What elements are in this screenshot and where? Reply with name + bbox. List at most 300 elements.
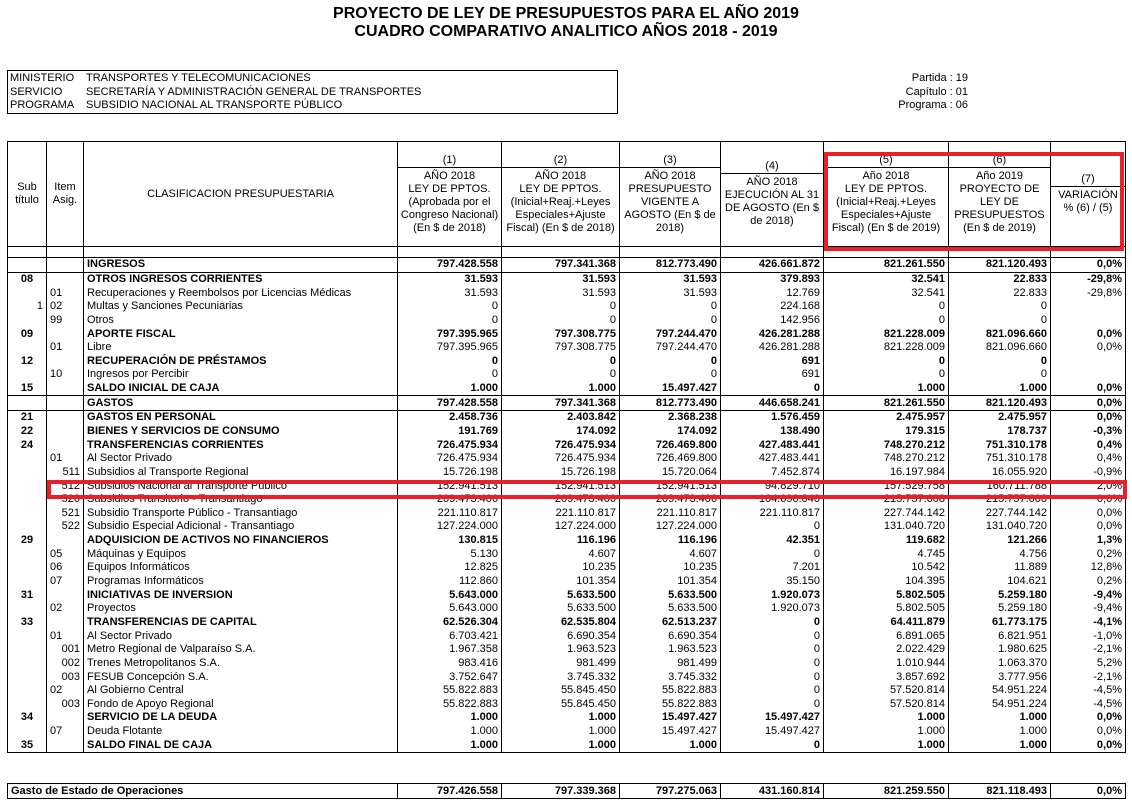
item-cell: 10 xyxy=(47,368,84,382)
value-cell: 142.956 xyxy=(721,314,824,328)
value-cell: 426.281.288 xyxy=(721,327,824,341)
value-cell: 57.520.814 xyxy=(824,698,949,712)
clasificacion-cell: Libre xyxy=(84,341,398,355)
total-cell: 797.339.368 xyxy=(502,784,620,799)
col-1 xyxy=(398,142,502,247)
programa-label: PROGRAMA xyxy=(10,99,75,111)
value-cell xyxy=(1051,314,1126,328)
ministerio-line xyxy=(10,72,311,85)
item-cell: 003 xyxy=(47,698,84,712)
value-cell: 12,8% xyxy=(1051,561,1126,575)
value-cell: 0,2% xyxy=(1051,547,1126,561)
value-cell: -4,5% xyxy=(1051,698,1126,712)
value-cell: 797.428.558 xyxy=(398,258,502,273)
value-cell: -9,4% xyxy=(1051,588,1126,602)
value-cell: 32.541 xyxy=(824,272,949,286)
value-cell: 1.920.073 xyxy=(721,602,824,616)
table-row xyxy=(8,493,1126,507)
col-5-year: Año 2018 xyxy=(862,169,910,182)
value-cell: 0,0% xyxy=(1051,382,1126,396)
value-cell: 427.483.441 xyxy=(721,452,824,466)
value-cell: 0 xyxy=(620,300,721,314)
value-cell: 426.661.872 xyxy=(721,258,824,273)
value-cell: 1.963.523 xyxy=(620,643,721,657)
value-cell: 1.000 xyxy=(398,711,502,725)
value-cell: 751.310.178 xyxy=(949,438,1051,452)
value-cell: 15.497.427 xyxy=(620,725,721,739)
value-cell: 5.633.500 xyxy=(502,588,620,602)
col-4 xyxy=(721,142,824,247)
value-cell: 42.351 xyxy=(721,534,824,548)
table-row xyxy=(8,354,1126,368)
col-1-number: (1) xyxy=(398,154,501,168)
value-cell: 61.773.175 xyxy=(949,616,1051,630)
value-cell: 31.593 xyxy=(620,272,721,286)
value-cell: 31.593 xyxy=(502,272,620,286)
value-cell: 981.499 xyxy=(620,657,721,671)
clasificacion-cell: Otros xyxy=(84,314,398,328)
value-cell: 112.860 xyxy=(398,575,502,589)
partida-label: Partida : 19 xyxy=(911,72,968,84)
value-cell: -4,1% xyxy=(1051,616,1126,630)
col-subtitulo: Sub título xyxy=(8,142,47,247)
value-cell: 15.497.427 xyxy=(721,711,824,725)
value-cell: 0 xyxy=(949,368,1051,382)
value-cell: 0 xyxy=(949,300,1051,314)
total-cell: 0,0% xyxy=(1051,784,1126,799)
subtitulo-cell xyxy=(8,341,47,355)
value-cell: 5.130 xyxy=(398,547,502,561)
value-cell: 797.428.558 xyxy=(398,396,502,411)
clasificacion-cell: Al Sector Privado xyxy=(84,452,398,466)
item-cell: 522 xyxy=(47,520,84,534)
value-cell: 427.483.441 xyxy=(721,438,824,452)
value-cell: 55.822.883 xyxy=(620,698,721,712)
clasificacion-cell: Recuperaciones y Reembolsos por Licencias Médicas xyxy=(84,286,398,300)
value-cell: 227.744.142 xyxy=(824,507,949,521)
item-cell xyxy=(47,258,84,273)
table-row xyxy=(8,300,1126,314)
value-cell: 215.757.608 xyxy=(949,493,1051,507)
item-cell: 003 xyxy=(47,670,84,684)
value-cell: 1.000 xyxy=(824,382,949,396)
value-cell: -29,8% xyxy=(1051,286,1126,300)
value-cell: 32.541 xyxy=(824,286,949,300)
value-cell: 31.593 xyxy=(620,286,721,300)
table-row xyxy=(8,616,1126,630)
value-cell: 1.963.523 xyxy=(502,643,620,657)
value-cell: 0,0% xyxy=(1051,725,1126,739)
subtitulo-cell xyxy=(8,452,47,466)
subtitulo-cell: 31 xyxy=(8,588,47,602)
value-cell: -1,0% xyxy=(1051,629,1126,643)
value-cell: 797.395.965 xyxy=(398,327,502,341)
clasificacion-cell: ADQUISICION DE ACTIVOS NO FINANCIEROS xyxy=(84,534,398,548)
value-cell: -0,9% xyxy=(1051,466,1126,480)
value-cell: 62.526.304 xyxy=(398,616,502,630)
value-cell: 1.000 xyxy=(502,738,620,752)
value-cell: 0,0% xyxy=(1051,738,1126,752)
value-cell: 0,0% xyxy=(1051,411,1126,425)
subtitulo-cell xyxy=(8,670,47,684)
subtitulo-cell: 22 xyxy=(8,425,47,439)
value-cell: 0 xyxy=(721,738,824,752)
clasificacion-cell: TRANSFERENCIAS DE CAPITAL xyxy=(84,616,398,630)
clasificacion-cell: Subsidio Transporte Público - Transantiago xyxy=(84,507,398,521)
subtitulo-cell xyxy=(8,629,47,643)
value-cell: 1.063.370 xyxy=(949,657,1051,671)
value-cell: 0,0% xyxy=(1051,396,1126,411)
value-cell: 15.497.427 xyxy=(721,725,824,739)
subtitulo-cell: 29 xyxy=(8,534,47,548)
value-cell: 0,0% xyxy=(1051,493,1126,507)
value-cell: 224.168 xyxy=(721,300,824,314)
table-row xyxy=(8,670,1126,684)
clasificacion-cell: Al Sector Privado xyxy=(84,629,398,643)
item-cell: 02 xyxy=(47,300,84,314)
value-cell: 797.308.775 xyxy=(502,341,620,355)
column-header-row xyxy=(8,142,1126,247)
subtitulo-cell xyxy=(8,684,47,698)
report-title-line1: PROYECTO DE LEY DE PRESUPUESTOS PARA EL AÑO 2019 xyxy=(333,5,799,22)
value-cell: 215.757.608 xyxy=(824,493,949,507)
value-cell: 0 xyxy=(620,314,721,328)
value-cell: 15.726.198 xyxy=(398,466,502,480)
item-cell xyxy=(47,438,84,452)
value-cell: 3.745.332 xyxy=(620,670,721,684)
value-cell xyxy=(1051,368,1126,382)
ministerio-label: MINISTERIO xyxy=(10,72,75,84)
value-cell: 5,2% xyxy=(1051,657,1126,671)
value-cell: 1.010.944 xyxy=(824,657,949,671)
table-row xyxy=(8,314,1126,328)
value-cell: 0 xyxy=(620,354,721,368)
value-cell: 119.682 xyxy=(824,534,949,548)
table-row xyxy=(8,272,1126,286)
table-row xyxy=(8,588,1126,602)
value-cell: 446.658.241 xyxy=(721,396,824,411)
subtitulo-cell: 09 xyxy=(8,327,47,341)
value-cell: 127.224.000 xyxy=(620,520,721,534)
value-cell: 227.744.142 xyxy=(949,507,1051,521)
value-cell: 55.822.883 xyxy=(620,684,721,698)
value-cell: 0,0% xyxy=(1051,507,1126,521)
value-cell: 5.633.500 xyxy=(620,588,721,602)
value-cell: -4,5% xyxy=(1051,684,1126,698)
subtitulo-cell xyxy=(8,575,47,589)
value-cell: 121.266 xyxy=(949,534,1051,548)
value-cell: 812.773.490 xyxy=(620,258,721,273)
value-cell: 981.499 xyxy=(502,657,620,671)
table-row xyxy=(8,643,1126,657)
col-clasificacion: CLASIFICACION PRESUPUESTARIA xyxy=(84,142,398,247)
value-cell: 726.475.934 xyxy=(502,438,620,452)
value-cell: 0 xyxy=(721,616,824,630)
value-cell: 191.769 xyxy=(398,425,502,439)
value-cell: -29,8% xyxy=(1051,272,1126,286)
total-table xyxy=(7,783,1126,799)
subtitulo-cell xyxy=(8,368,47,382)
table-row xyxy=(8,341,1126,355)
item-cell: 99 xyxy=(47,314,84,328)
value-cell: 821.261.550 xyxy=(824,258,949,273)
value-cell: 1.000 xyxy=(949,738,1051,752)
item-cell xyxy=(47,354,84,368)
value-cell: 209.473.406 xyxy=(502,493,620,507)
item-cell: 02 xyxy=(47,602,84,616)
value-cell: 1.920.073 xyxy=(721,588,824,602)
value-cell: 174.092 xyxy=(502,425,620,439)
value-cell: 821.261.550 xyxy=(824,396,949,411)
total-label: Gasto de Estado de Operaciones xyxy=(8,784,398,799)
value-cell: 101.354 xyxy=(620,575,721,589)
value-cell: 152.941.513 xyxy=(398,479,502,493)
value-cell: 221.110.817 xyxy=(398,507,502,521)
value-cell: 1.000 xyxy=(502,711,620,725)
value-cell: 131.040.720 xyxy=(949,520,1051,534)
value-cell: 0 xyxy=(949,354,1051,368)
item-cell xyxy=(47,382,84,396)
value-cell: 15.497.427 xyxy=(620,382,721,396)
value-cell: 0 xyxy=(721,670,824,684)
value-cell: 1.967.358 xyxy=(398,643,502,657)
subtitulo-cell: 15 xyxy=(8,382,47,396)
value-cell: 62.513.237 xyxy=(620,616,721,630)
table-row xyxy=(8,575,1126,589)
item-cell: 02 xyxy=(47,684,84,698)
value-cell: 2.475.957 xyxy=(824,411,949,425)
col-5 xyxy=(824,142,949,247)
clasificacion-cell: GASTOS EN PERSONAL xyxy=(84,411,398,425)
item-cell: 520 xyxy=(47,493,84,507)
subtitulo-cell: 21 xyxy=(8,411,47,425)
value-cell: 0 xyxy=(502,368,620,382)
value-cell: 748.270.212 xyxy=(824,452,949,466)
servicio-label: SERVICIO xyxy=(10,86,63,98)
value-cell: 797.341.368 xyxy=(502,396,620,411)
subtitulo-cell: 12 xyxy=(8,354,47,368)
total-cell: 797.426.558 xyxy=(398,784,502,799)
subtitulo-cell: 24 xyxy=(8,438,47,452)
subtitulo-cell xyxy=(8,602,47,616)
table-row xyxy=(8,452,1126,466)
subtitulo-cell: 34 xyxy=(8,711,47,725)
total-cell: 821.118.493 xyxy=(949,784,1051,799)
subtitulo-cell xyxy=(8,725,47,739)
item-cell xyxy=(47,411,84,425)
value-cell: 821.096.660 xyxy=(949,341,1051,355)
value-cell: 12.825 xyxy=(398,561,502,575)
value-cell: 726.469.800 xyxy=(620,452,721,466)
value-cell: 1,3% xyxy=(1051,534,1126,548)
value-cell: 4.745 xyxy=(824,547,949,561)
value-cell: 2.022.429 xyxy=(824,643,949,657)
clasificacion-cell: Máquinas y Equipos xyxy=(84,547,398,561)
clasificacion-cell: SALDO FINAL DE CAJA xyxy=(84,738,398,752)
table-row xyxy=(8,258,1126,273)
clasificacion-cell: SERVICIO DE LA DEUDA xyxy=(84,711,398,725)
clasificacion-cell: Subsidios Transitorio - Transantiago xyxy=(84,493,398,507)
subtitulo-cell xyxy=(8,396,47,411)
table-row xyxy=(8,368,1126,382)
value-cell: 821.096.660 xyxy=(949,327,1051,341)
col-2 xyxy=(502,142,620,247)
value-cell: 797.341.368 xyxy=(502,258,620,273)
value-cell: 5.802.505 xyxy=(824,588,949,602)
table-row xyxy=(8,547,1126,561)
value-cell: 0 xyxy=(824,300,949,314)
value-cell: 104.090.040 xyxy=(721,493,824,507)
value-cell: 1.576.459 xyxy=(721,411,824,425)
item-cell xyxy=(47,738,84,752)
clasificacion-cell: Metro Regional de Valparaíso S.A. xyxy=(84,643,398,657)
servicio-line xyxy=(10,86,421,99)
value-cell: 812.773.490 xyxy=(620,396,721,411)
subtitulo-cell xyxy=(8,466,47,480)
value-cell: 138.490 xyxy=(721,425,824,439)
value-cell: 0 xyxy=(721,643,824,657)
item-cell xyxy=(47,272,84,286)
value-cell: 0,0% xyxy=(1051,341,1126,355)
item-cell: 01 xyxy=(47,341,84,355)
value-cell: 2.458.736 xyxy=(398,411,502,425)
clasificacion-cell: Multas y Sanciones Pecuniarias xyxy=(84,300,398,314)
item-cell: 001 xyxy=(47,643,84,657)
col-5-desc: LEY DE PPTOS. (Inicial+Reaj.+Leyes Especiales+Ajuste Fiscal) (En $ de 2019) xyxy=(831,182,941,234)
value-cell: 5.259.180 xyxy=(949,588,1051,602)
value-cell xyxy=(1051,300,1126,314)
value-cell: 821.120.493 xyxy=(949,396,1051,411)
value-cell: 64.411.879 xyxy=(824,616,949,630)
subtitulo-cell: 33 xyxy=(8,616,47,630)
value-cell: 221.110.817 xyxy=(502,507,620,521)
value-cell: 152.941.513 xyxy=(620,479,721,493)
col-6-number: (6) xyxy=(949,154,1050,168)
clasificacion-cell: RECUPERACIÓN DE PRÉSTAMOS xyxy=(84,354,398,368)
value-cell: 15.720.064 xyxy=(620,466,721,480)
col-6-year: Año 2019 xyxy=(975,169,1024,182)
value-cell: 130.815 xyxy=(398,534,502,548)
clasificacion-cell: BIENES Y SERVICIOS DE CONSUMO xyxy=(84,425,398,439)
value-cell: 15.726.198 xyxy=(502,466,620,480)
col-1-desc: LEY DE PPTOS. (Aprobada por el Congreso Nacional) (En $ de 2018) xyxy=(400,182,499,234)
value-cell: 7.452.874 xyxy=(721,466,824,480)
value-cell: 0,0% xyxy=(1051,258,1126,273)
clasificacion-cell: Ingresos por Percibir xyxy=(84,368,398,382)
value-cell: 0 xyxy=(398,300,502,314)
clasificacion-cell: SALDO INICIAL DE CAJA xyxy=(84,382,398,396)
value-cell: 12.769 xyxy=(721,286,824,300)
value-cell: 127.224.000 xyxy=(502,520,620,534)
value-cell: 209.473.406 xyxy=(398,493,502,507)
col-3-number: (3) xyxy=(620,154,720,168)
value-cell: 16.055.920 xyxy=(949,466,1051,480)
value-cell: 0 xyxy=(721,382,824,396)
value-cell: 0 xyxy=(721,684,824,698)
clasificacion-cell: Programas Informáticos xyxy=(84,575,398,589)
value-cell: 1.000 xyxy=(502,382,620,396)
clasificacion-cell: APORTE FISCAL xyxy=(84,327,398,341)
clasificacion-cell: Equipos Informáticos xyxy=(84,561,398,575)
ministerio-value: TRANSPORTES Y TELECOMUNICACIONES xyxy=(86,72,311,84)
subtitulo-cell xyxy=(8,643,47,657)
value-cell: 426.281.288 xyxy=(721,341,824,355)
item-cell: 511 xyxy=(47,466,84,480)
table-row xyxy=(8,698,1126,712)
value-cell: -2,1% xyxy=(1051,670,1126,684)
value-cell xyxy=(1051,354,1126,368)
value-cell: 0,4% xyxy=(1051,452,1126,466)
value-cell: 1.000 xyxy=(620,738,721,752)
value-cell: 1.000 xyxy=(398,382,502,396)
value-cell: 2.403.842 xyxy=(502,411,620,425)
value-cell: 0 xyxy=(721,520,824,534)
col-7-desc: VARIACIÓN % (6) / (5) xyxy=(1058,189,1118,214)
value-cell: 5.643.000 xyxy=(398,602,502,616)
col-2-number: (2) xyxy=(502,154,619,168)
value-cell: 983.416 xyxy=(398,657,502,671)
clasificacion-cell: OTROS INGRESOS CORRIENTES xyxy=(84,272,398,286)
value-cell: 0,2% xyxy=(1051,575,1126,589)
item-cell: 512 xyxy=(47,479,84,493)
clasificacion-cell: Subsidios al Transporte Regional xyxy=(84,466,398,480)
value-cell: 5.259.180 xyxy=(949,602,1051,616)
item-cell xyxy=(47,711,84,725)
value-cell: 751.310.178 xyxy=(949,452,1051,466)
value-cell: 3.752.647 xyxy=(398,670,502,684)
programa-number-label: Programa : 06 xyxy=(898,99,968,111)
item-cell: 01 xyxy=(47,452,84,466)
value-cell: 2,0% xyxy=(1051,479,1126,493)
value-cell: 1.000 xyxy=(824,738,949,752)
value-cell: -9,4% xyxy=(1051,602,1126,616)
value-cell: 0 xyxy=(502,354,620,368)
value-cell: 116.196 xyxy=(502,534,620,548)
table-row xyxy=(8,738,1126,752)
subtitulo-cell xyxy=(8,493,47,507)
value-cell: 22.833 xyxy=(949,286,1051,300)
budget-table xyxy=(7,141,1126,753)
value-cell: 4.607 xyxy=(620,547,721,561)
value-cell: 31.593 xyxy=(502,286,620,300)
col-4-desc: EJECUCIÓN AL 31 DE AGOSTO (En $ de 2018) xyxy=(724,189,820,227)
value-cell: 2.368.238 xyxy=(620,411,721,425)
table-row xyxy=(8,534,1126,548)
value-cell: 1.000 xyxy=(824,711,949,725)
item-cell: 07 xyxy=(47,725,84,739)
value-cell: 6.891.065 xyxy=(824,629,949,643)
value-cell: 57.520.814 xyxy=(824,684,949,698)
value-cell: 6.821.951 xyxy=(949,629,1051,643)
item-cell: 002 xyxy=(47,657,84,671)
value-cell: 221.110.817 xyxy=(721,507,824,521)
total-cell: 821.259.550 xyxy=(824,784,949,799)
item-cell: 07 xyxy=(47,575,84,589)
subtitulo-cell xyxy=(8,547,47,561)
value-cell: 157.529.758 xyxy=(824,479,949,493)
item-cell xyxy=(47,588,84,602)
clasificacion-cell: Subsidio Especial Adicional - Transantiago xyxy=(84,520,398,534)
value-cell: 821.228.009 xyxy=(824,327,949,341)
value-cell: 22.833 xyxy=(949,272,1051,286)
item-cell: 05 xyxy=(47,547,84,561)
col-2-year: AÑO 2018 xyxy=(534,169,587,182)
value-cell: 55.822.883 xyxy=(398,698,502,712)
clasificacion-cell: INGRESOS xyxy=(84,258,398,273)
col-3-desc: PRESUPUESTO VIGENTE A AGOSTO (En $ de 2018) xyxy=(624,182,716,234)
value-cell: 221.110.817 xyxy=(620,507,721,521)
value-cell: 0,0% xyxy=(1051,711,1126,725)
